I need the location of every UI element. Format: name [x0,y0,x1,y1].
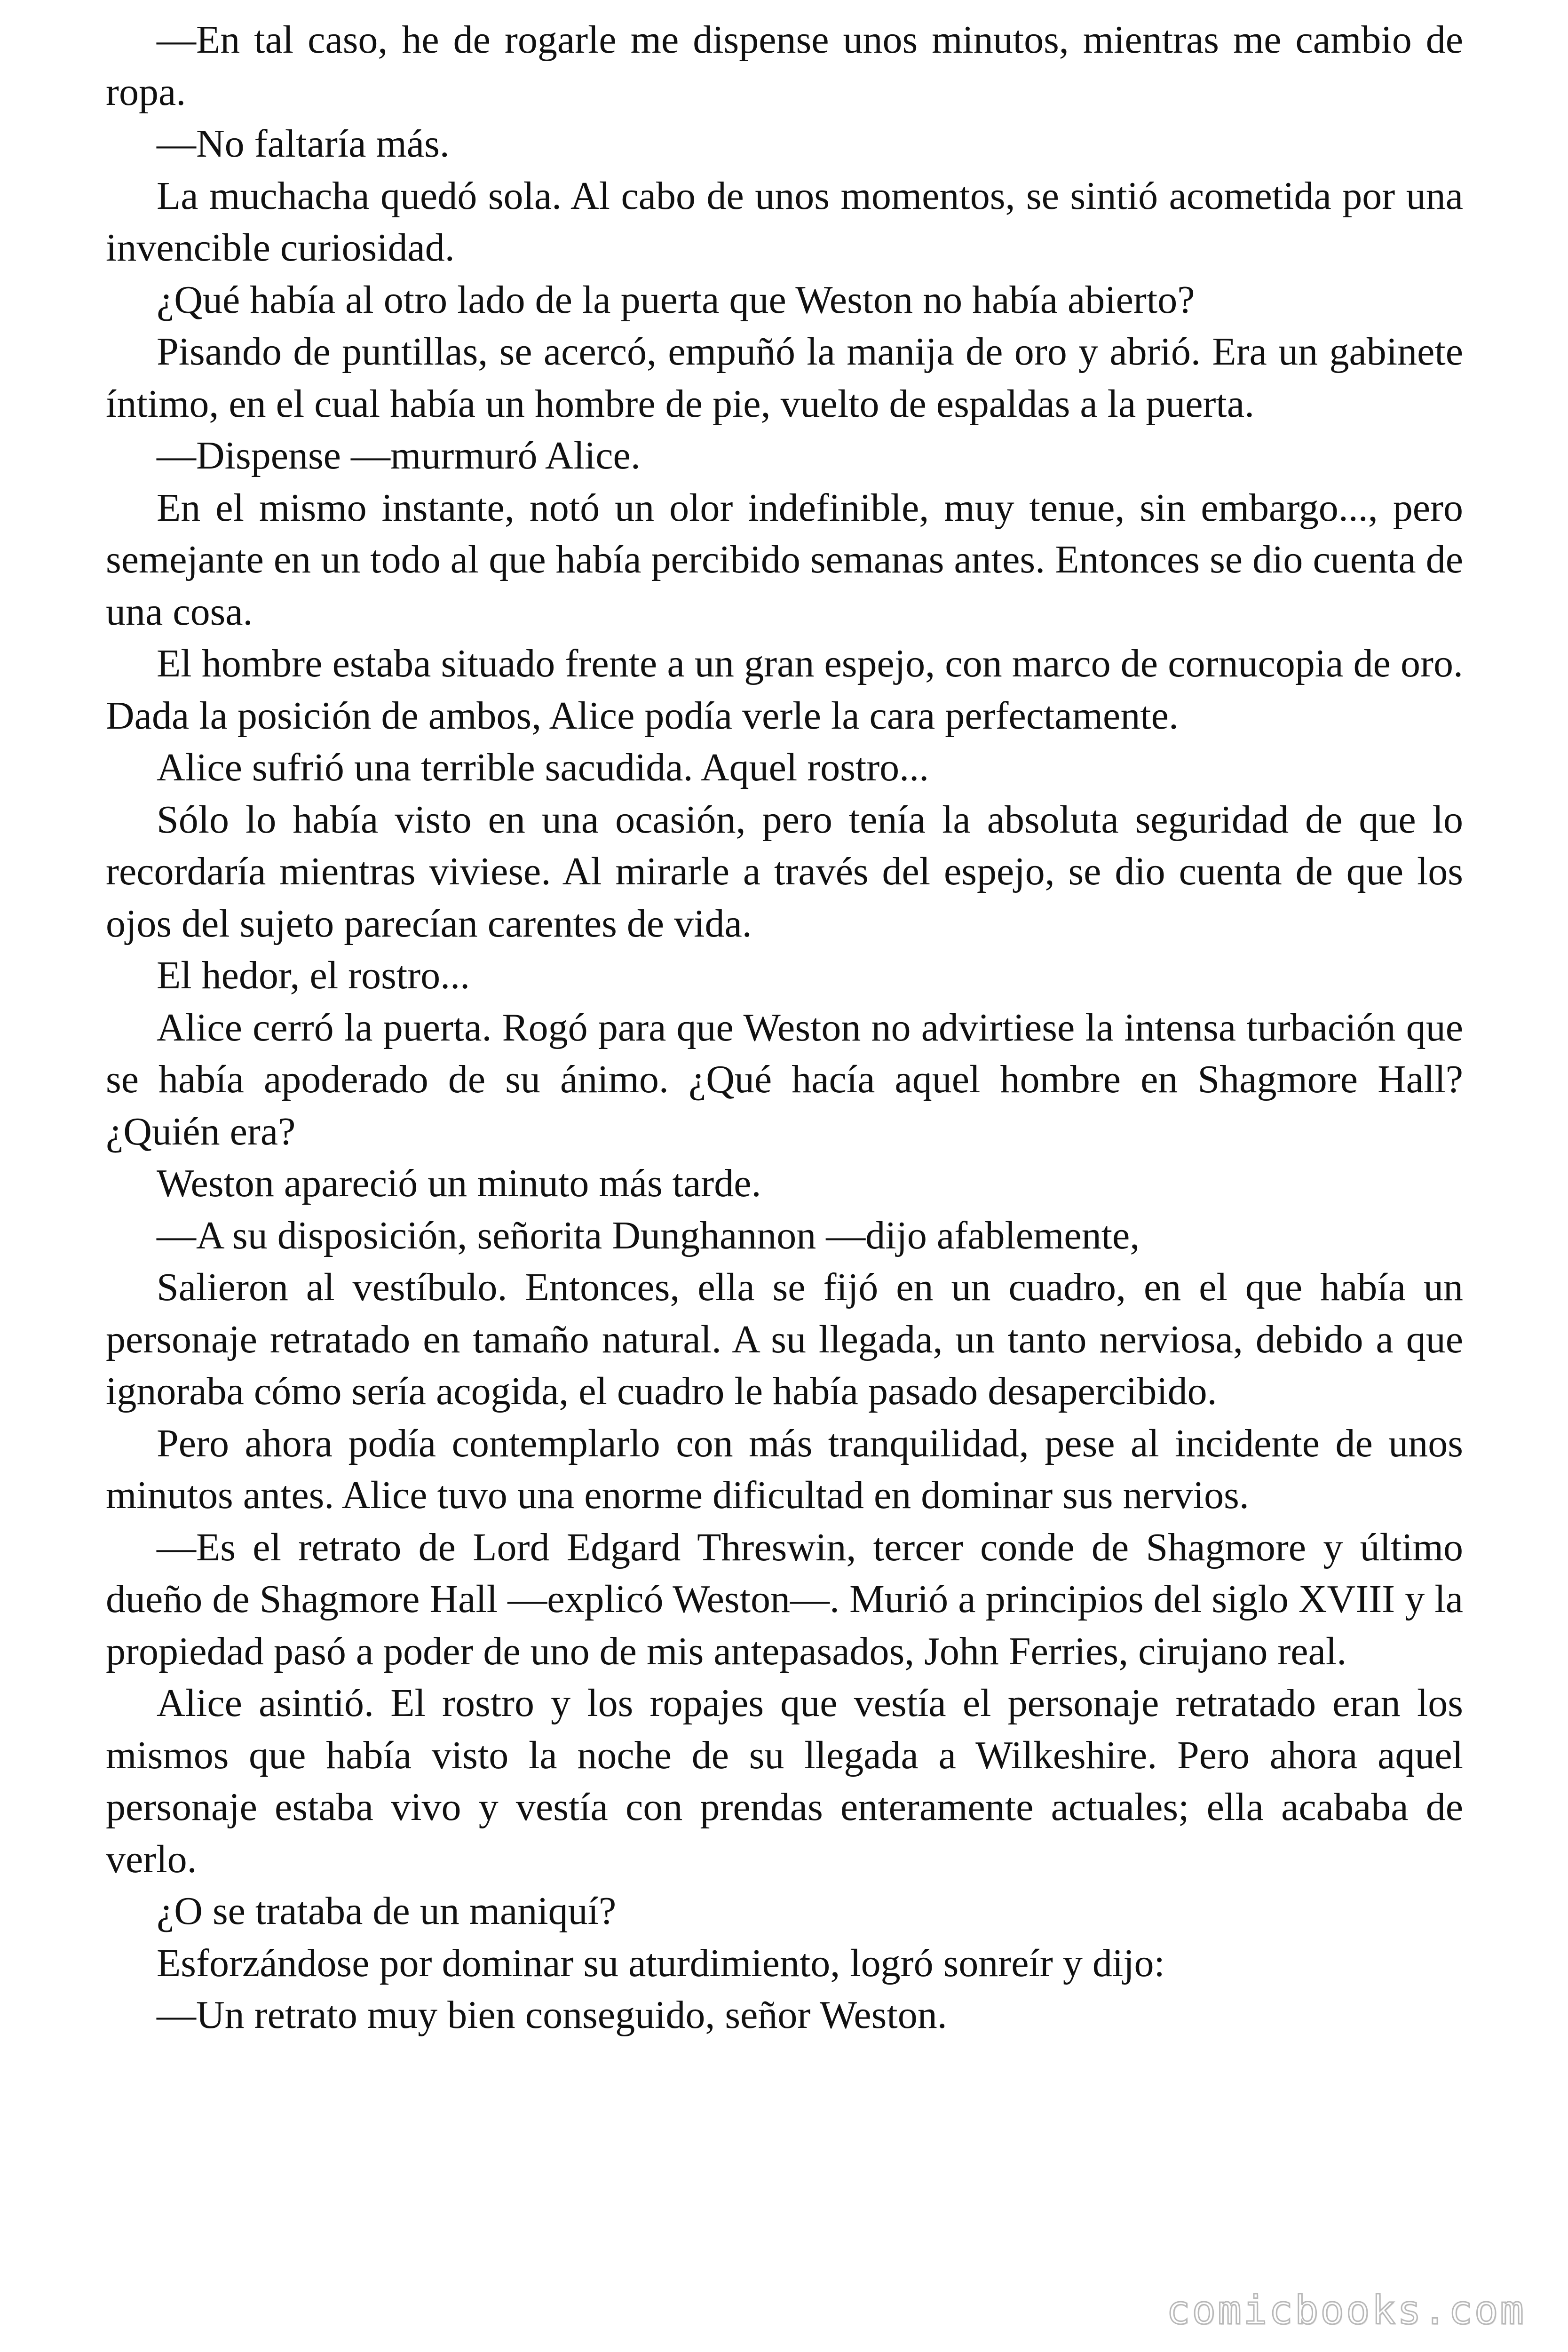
paragraph: ¿O se trataba de un maniquí? [157,1889,617,1933]
paragraph: Alice sufrió una terrible sacudida. Aquel rostro... [157,746,929,789]
watermark: comicbooks.com [1166,2287,1526,2333]
paragraph: Weston apareció un minuto más tarde. [157,1161,761,1205]
paragraph: El hedor, el rostro... [157,954,470,997]
paragraph: —Es el retrato de Lord Edgard Threswin, tercer conde de Shagmore y último dueño de Shagmore Hall —explicó Weston—. Murió a principios del siglo XVIII y la propiedad pasó a poder de uno de mis antepasados, John Ferries, cirujano real. [106,1525,1463,1673]
paragraph: Esforzándose por dominar su aturdimiento, logró sonreír y dijo: [157,1941,1165,1985]
paragraph: —Un retrato muy bien conseguido, señor Weston. [157,1993,947,2037]
paragraph: En el mismo instante, notó un olor indefinible, muy tenue, sin embargo..., pero semejante en un todo al que había percibido semanas antes. Entonces se dio cuenta de una cosa. [106,485,1463,634]
paragraph: —A su disposición, señorita Dunghannon —dijo afablemente, [157,1213,1140,1257]
paragraph: —No faltaría más. [157,122,450,166]
paragraph: Pisando de puntillas, se acercó, empuñó la manija de oro y abrió. Era un gabinete íntimo, en el cual había un hombre de pie, vuelto de espaldas a la puerta. [106,330,1463,426]
body-text [106,14,1463,2042]
paragraph: ¿Qué había al otro lado de la puerta que Weston no había abierto? [157,278,1195,322]
paragraph: La muchacha quedó sola. Al cabo de unos momentos, se sintió acometida por una invencible curiosidad. [106,174,1463,270]
paragraph: Alice cerró la puerta. Rogó para que Weston no advirtiese la intensa turbación que se había apoderado de su ánimo. ¿Qué hacía aquel hombre en Shagmore Hall? ¿Quién era? [106,1005,1463,1153]
paragraph: Pero ahora podía contemplarlo con más tranquilidad, pese al incidente de unos minutos antes. Alice tuvo una enorme dificultad en dominar sus nervios. [106,1421,1463,1517]
paragraph: —En tal caso, he de rogarle me dispense unos minutos, mientras me cambio de ropa. [106,18,1463,114]
paragraph: Sólo lo había visto en una ocasión, pero tenía la absoluta seguridad de que lo recordaría mientras viviese. Al mirarle a través del espejo, se dio cuenta de que los ojos del sujeto parecían carentes de vida. [106,797,1463,946]
paragraph: Salieron al vestíbulo. Entonces, ella se fijó en un cuadro, en el que había un personaje retratado en tamaño natural. A su llegada, un tanto nerviosa, debido a que ignoraba cómo sería acogida, el cuadro le había pasado desapercibido. [106,1265,1463,1413]
paragraph: Alice asintió. El rostro y los ropajes que vestía el personaje retratado eran los mismos que había visto la noche de su llegada a Wilkeshire. Pero ahora aquel personaje estaba vivo y vestía con prendas enteramente actuales; ella acababa de verlo. [106,1681,1463,1881]
paragraph: —Dispense —murmuró Alice. [157,434,641,477]
paragraph: El hombre estaba situado frente a un gran espejo, con marco de cornucopia de oro. Dada la posición de ambos, Alice podía verle la cara perfectamente. [106,642,1463,738]
